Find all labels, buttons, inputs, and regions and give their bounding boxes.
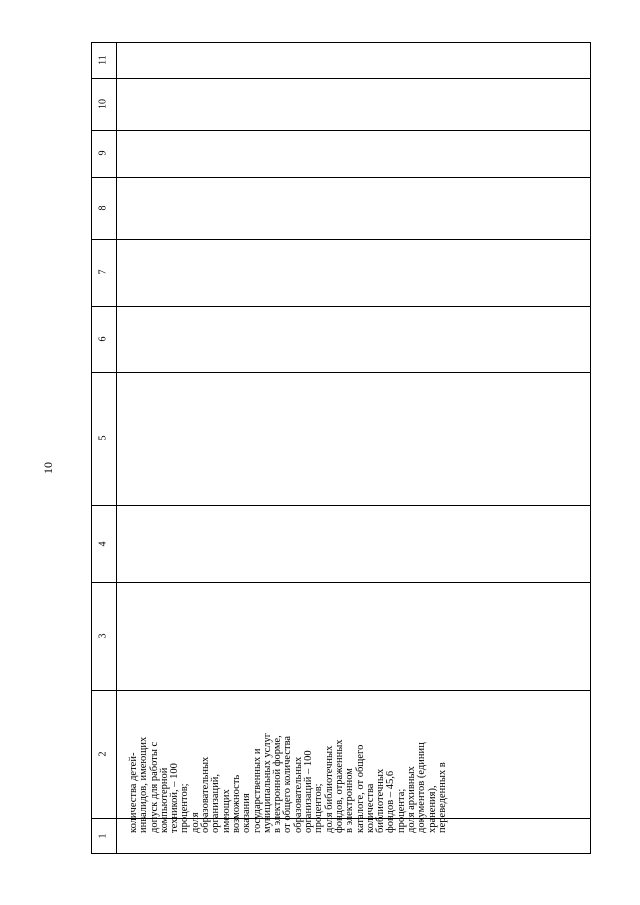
cell-text-line: библиотечных <box>375 768 387 833</box>
cell-text-line: доля <box>189 812 201 833</box>
header-strip-divider <box>116 42 117 854</box>
cell-text-line: компьютерной <box>158 767 170 833</box>
column-header-1: 1 <box>97 833 109 839</box>
row-divider <box>91 78 591 79</box>
cell-text-line: техникой, – 100 <box>169 763 181 833</box>
cell-text-line: допуск для работы с <box>148 741 160 833</box>
cell-text-line: документов (единиц <box>416 742 428 833</box>
cell-text-line: процентов; <box>179 783 191 833</box>
cell-text-line: количества детей- <box>128 752 139 833</box>
cell-text-line: организаций, <box>210 774 222 833</box>
cell-text-line: каталоге, от общего <box>354 744 366 833</box>
cell-text-line: хранения), <box>426 785 438 833</box>
cell-text-line: в электронном <box>344 768 356 833</box>
column5-cell <box>128 373 448 833</box>
column-header-6: 6 <box>97 336 109 342</box>
column-header-9: 9 <box>97 150 109 156</box>
cell-text-line: фондов – 45,6 <box>385 770 397 833</box>
cell-text-line: имеющих <box>220 789 232 833</box>
column-header-4: 4 <box>97 541 109 547</box>
cell-text-line: фондов, отраженных <box>333 739 345 833</box>
cell-text-line: образовательных <box>200 756 212 833</box>
column-header-11: 11 <box>97 55 109 65</box>
column-header-3: 3 <box>97 633 109 639</box>
row-divider <box>91 177 591 178</box>
cell-text-line: переведенных в <box>436 762 448 833</box>
cell-text-line: оказания <box>241 793 253 833</box>
column-header-5: 5 <box>97 435 109 441</box>
cell-text-line: организаций – 100 <box>303 750 315 833</box>
cell-text-line: доля библиотечных <box>323 745 335 833</box>
page-number: 10 <box>41 462 55 474</box>
cell-text-line: доля архивных <box>406 766 418 833</box>
cell-text-line: образовательных <box>292 756 304 833</box>
cell-text-line: процентов; <box>313 783 325 833</box>
cell-text-line: муниципальных услуг <box>261 732 273 833</box>
row-divider <box>91 306 591 307</box>
column-header-8: 8 <box>97 205 109 211</box>
column-header-2: 2 <box>97 751 109 757</box>
column-header-7: 7 <box>97 269 109 275</box>
cell-text-line: количества <box>364 783 376 833</box>
column5-cell-text <box>128 373 448 833</box>
row-divider <box>91 239 591 240</box>
cell-text-line: в электронной форме, <box>272 735 284 833</box>
cell-text-line: от общего количества <box>282 735 294 833</box>
cell-text-line: процента; <box>395 788 407 833</box>
cell-text-line: инвалидов, имеющих <box>138 736 150 833</box>
row-divider <box>91 130 591 131</box>
cell-text-line: возможность <box>230 774 242 833</box>
cell-text-line: государственных и <box>251 748 263 833</box>
column-header-10: 10 <box>97 99 109 109</box>
